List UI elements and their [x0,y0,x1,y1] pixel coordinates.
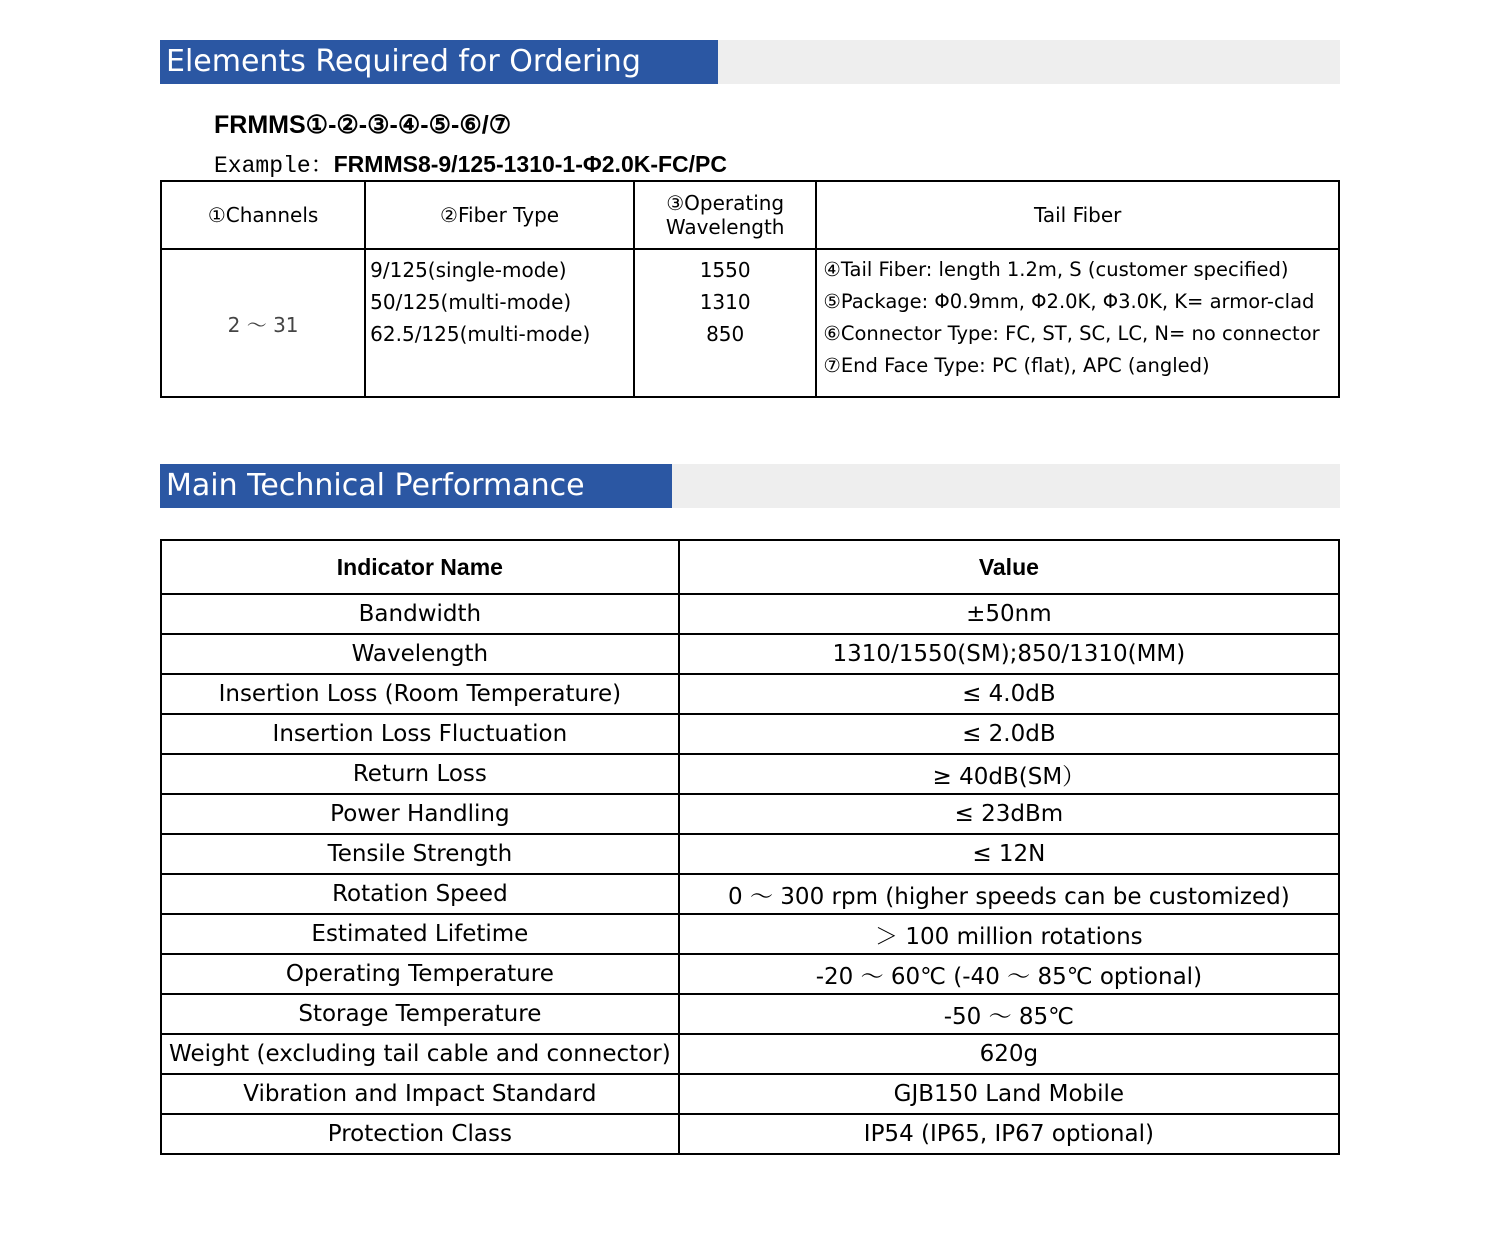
indicator-name-cell: Rotation Speed [161,874,679,914]
indicator-value-cell: 620g [679,1034,1339,1074]
wavelength-item: 850 [706,322,745,346]
example-value: FRMMS8-9/125-1310-1-Φ2.0K-FC/PC [333,151,728,177]
ordering-table-row [161,249,1339,397]
table-row [161,1114,1339,1154]
indicator-value-cell: IP54 (IP65, IP67 optional) [679,1114,1339,1154]
indicator-value-cell: ±50nm [679,594,1339,634]
indicator-name-cell: Insertion Loss Fluctuation [161,714,679,754]
indicator-value-cell: GJB150 Land Mobile [679,1074,1339,1114]
header-wavelength-line2: Wavelength [665,215,785,239]
indicator-value-cell: ≤ 23dBm [679,794,1339,834]
indicator-name-cell: Wavelength [161,634,679,674]
table-row [161,714,1339,754]
ordering-table [160,180,1340,398]
indicator-value-cell: ≥ 40dB(SM） [679,754,1339,794]
table-row [161,1074,1339,1114]
table-row [161,954,1339,994]
performance-table [160,539,1340,1155]
performance-section-header [160,464,1340,508]
table-row [161,674,1339,714]
header-fiber-type-label: ②Fiber Type [440,203,560,227]
example-label: Example： [214,153,334,179]
table-row [161,994,1339,1034]
indicator-name-cell: Power Handling [161,794,679,834]
order-code-pattern: FRMMS①-②-③-④-⑤-⑥/⑦ [214,111,512,139]
indicator-value-cell: -20 ～ 60℃ (-40 ～ 85℃ optional) [679,954,1339,994]
indicator-name-cell: Vibration and Impact Standard [161,1074,679,1114]
table-row [161,914,1339,954]
indicator-value-cell: -50 ～ 85℃ [679,994,1339,1034]
ordering-table-header [161,181,1339,249]
indicator-name-cell: Protection Class [161,1114,679,1154]
header-fiber-type [365,181,634,249]
table-row [161,834,1339,874]
indicator-name-cell: Operating Temperature [161,954,679,994]
header-operating-wavelength [634,181,816,249]
col-indicator-name: Indicator Name [161,540,679,594]
indicator-name-cell: Return Loss [161,754,679,794]
performance-table-body [161,594,1339,1154]
wavelength-list [634,249,816,397]
indicator-name-cell: Insertion Loss (Room Temperature) [161,674,679,714]
fiber-type-item: 9/125(single-mode) [370,258,567,282]
indicator-value-cell: 0 ～ 300 rpm (higher speeds can be customized) [679,874,1339,914]
ordering-section-title: Elements Required for Ordering [160,40,718,84]
tail-fiber-list [816,249,1339,397]
performance-table-header [161,540,1339,594]
wavelength-item: 1550 [699,258,751,282]
indicator-name-cell: Bandwidth [161,594,679,634]
indicator-value-cell: ≤ 12N [679,834,1339,874]
tail-fiber-item: ⑦End Face Type: PC (flat), APC (angled) [823,354,1210,377]
header-channels [161,181,365,249]
ordering-section-header [160,40,1340,84]
table-row [161,634,1339,674]
indicator-value-cell: 1310/1550(SM);850/1310(MM) [679,634,1339,674]
indicator-name-cell: Storage Temperature [161,994,679,1034]
table-row [161,1034,1339,1074]
wavelength-item: 1310 [699,290,751,314]
indicator-name-cell: Tensile Strength [161,834,679,874]
indicator-value-cell: ≤ 2.0dB [679,714,1339,754]
col-value: Value [679,540,1339,594]
performance-section-title: Main Technical Performance [160,464,672,508]
fiber-type-item: 50/125(multi-mode) [370,290,572,314]
header-wavelength-line1: ③Operating [666,191,785,215]
table-row [161,874,1339,914]
indicator-value-cell: ＞ 100 million rotations [679,914,1339,954]
fiber-type-list [365,249,634,397]
tail-fiber-item: ⑥Connector Type: FC, ST, SC, LC, N= no connector [823,322,1320,345]
table-row [161,754,1339,794]
indicator-value-cell: ≤ 4.0dB [679,674,1339,714]
header-tail-fiber-label: Tail Fiber [1033,203,1122,227]
fiber-type-item: 62.5/125(multi-mode) [370,322,591,346]
table-row [161,794,1339,834]
indicator-name-cell: Weight (excluding tail cable and connector) [161,1034,679,1074]
order-example [214,146,727,179]
tail-fiber-item: ④Tail Fiber: length 1.2m, S (customer specified) [823,258,1289,281]
indicator-name-cell: Estimated Lifetime [161,914,679,954]
header-tail-fiber [816,181,1339,249]
table-row [161,594,1339,634]
channels-value: 2 ～ 31 [161,249,365,397]
tail-fiber-item: ⑤Package: Φ0.9mm, Φ2.0K, Φ3.0K, K= armor-clad [823,290,1315,313]
header-channels-label: ①Channels [207,203,319,227]
